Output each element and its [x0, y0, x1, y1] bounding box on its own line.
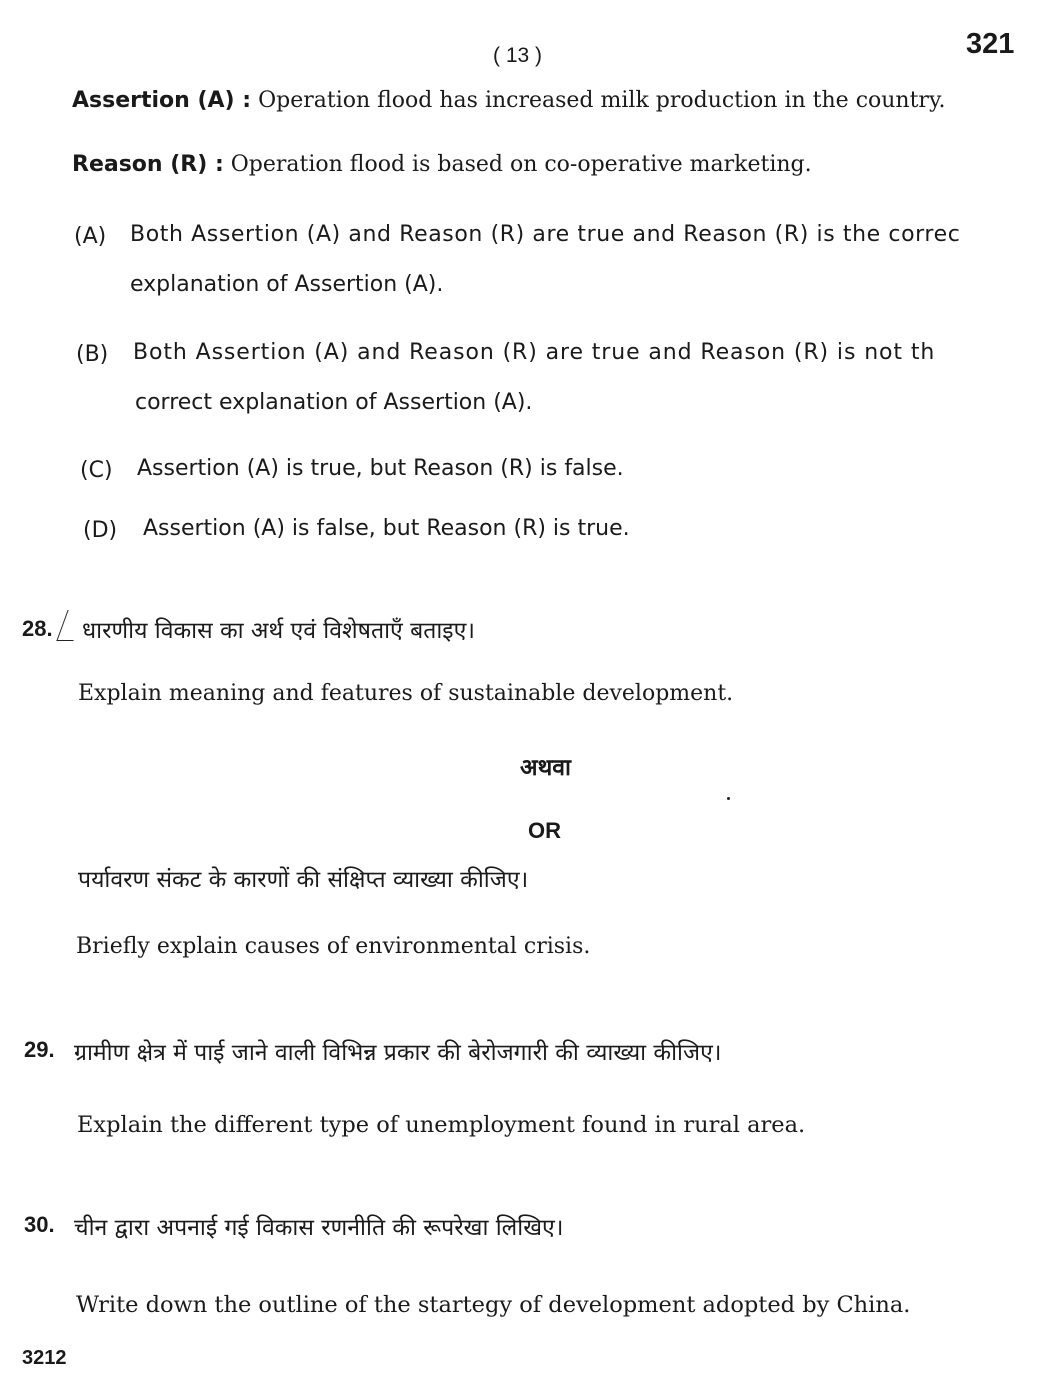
question-28-alt-english: Briefly explain causes of environmental crisis.	[76, 934, 591, 959]
option-d-label: (D)	[83, 518, 118, 543]
option-a-label: (A)	[74, 224, 107, 249]
subject-code: 321	[966, 28, 1015, 60]
or-hindi: अथवा	[520, 755, 572, 781]
assertion-line	[72, 88, 945, 113]
reason-line	[72, 152, 812, 177]
question-28-english: Explain meaning and features of sustainable development.	[78, 681, 734, 706]
option-b-line2: correct explanation of Assertion (A).	[135, 390, 533, 415]
assertion-text: Operation flood has increased milk production in the country.	[258, 88, 946, 113]
question-29-english: Explain the different type of unemployment found in rural area.	[77, 1112, 806, 1138]
footer-code: 3212	[22, 1347, 67, 1369]
reason-label: Reason (R) :	[72, 152, 224, 177]
option-a-line1: Both Assertion (A) and Reason (R) are true and Reason (R) is the correc	[130, 222, 961, 247]
option-d-line1: Assertion (A) is false, but Reason (R) is true.	[143, 516, 630, 541]
question-30-number: 30.	[24, 1212, 55, 1237]
question-30-hindi: चीन द्वारा अपनाई गई विकास रणनीति की रूपरेखा लिखिए।	[74, 1215, 564, 1241]
or-english: OR	[528, 818, 561, 843]
reason-text: Operation flood is based on co-operative marketing.	[230, 152, 812, 177]
question-30-english: Write down the outline of the startegy of development adopted by China.	[76, 1292, 911, 1318]
question-28-number: 28.	[22, 616, 53, 641]
question-29-hindi: ग्रामीण क्षेत्र में पाई जाने वाली विभिन्न प्रकार की बेरोजगारी की व्याख्या कीजिए।	[74, 1040, 722, 1066]
check-mark-icon	[56, 610, 84, 641]
question-29-number: 29.	[24, 1037, 55, 1062]
question-28-alt-hindi: पर्यावरण संकट के कारणों की संक्षिप्त व्याख्या कीजिए।	[78, 867, 529, 893]
option-b-line1: Both Assertion (A) and Reason (R) are true and Reason (R) is not th	[133, 340, 936, 365]
option-b-label: (B)	[76, 342, 109, 367]
stray-dot	[727, 797, 730, 800]
option-c-line1: Assertion (A) is true, but Reason (R) is false.	[137, 456, 624, 481]
option-c-label: (C)	[80, 458, 113, 483]
page-number: ( 13 )	[493, 44, 543, 67]
question-28-hindi: धारणीय विकास का अर्थ एवं विशेषताएँ बताइए।	[82, 618, 476, 644]
assertion-label: Assertion (A) :	[72, 88, 252, 113]
option-a-line2: explanation of Assertion (A).	[130, 272, 444, 297]
